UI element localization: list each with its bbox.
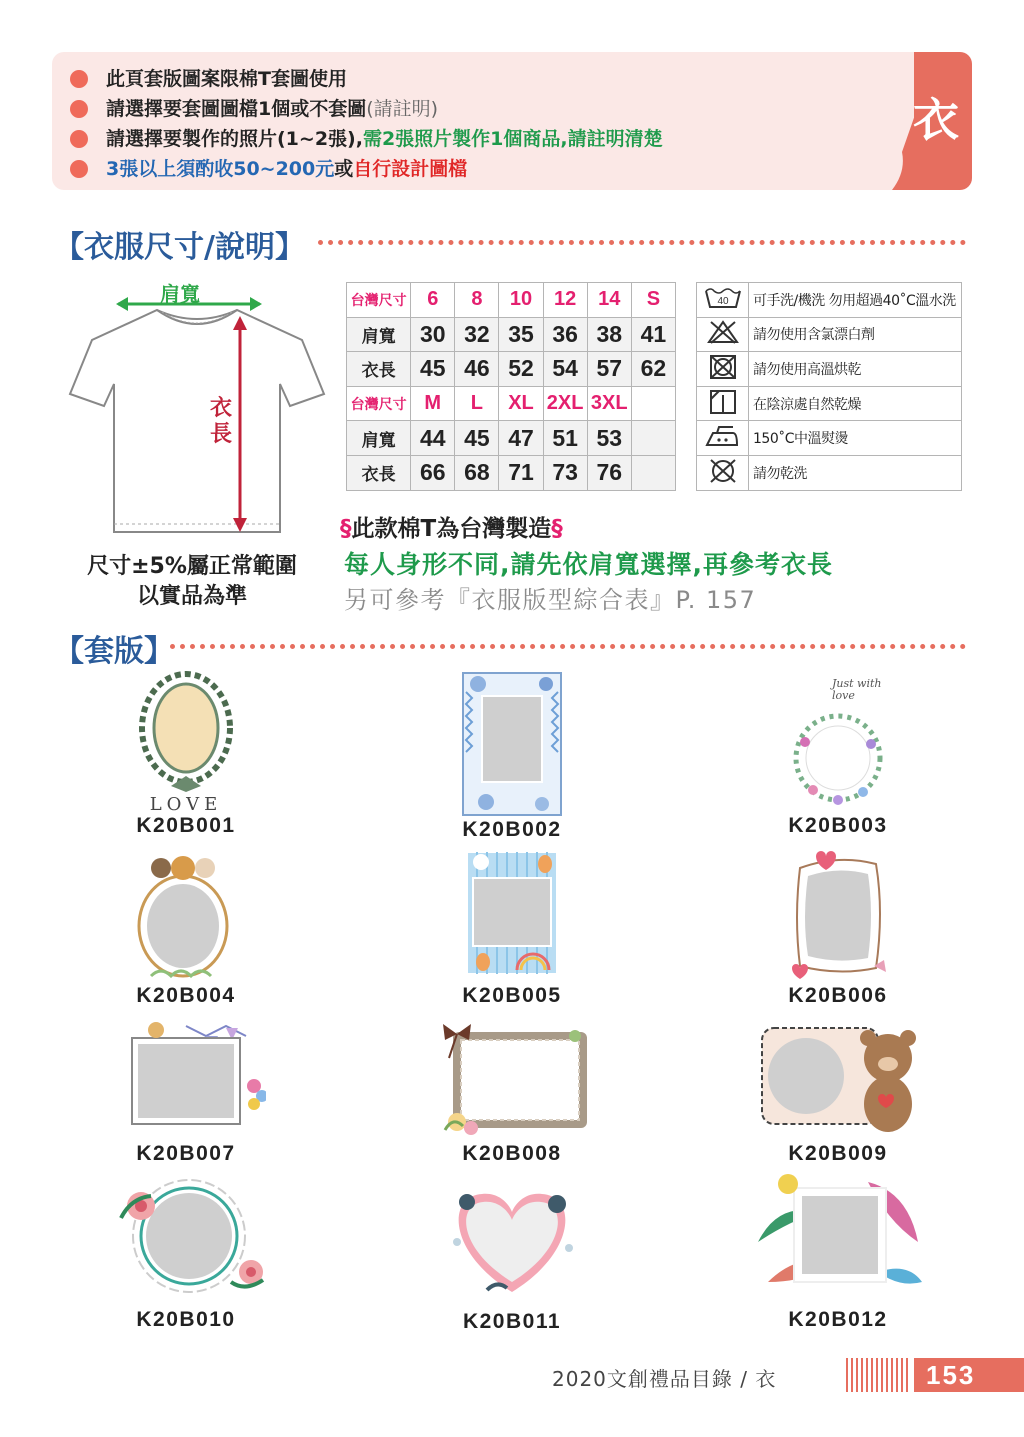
care-instructions-table bbox=[696, 282, 962, 491]
bullet-icon bbox=[70, 130, 88, 148]
size-row bbox=[347, 455, 676, 490]
size-row-label: 衣長 bbox=[347, 455, 411, 490]
template-code: K20B003 bbox=[788, 814, 888, 837]
size-row bbox=[347, 352, 676, 387]
size-cell: 12 bbox=[543, 283, 587, 318]
template-code: K20B012 bbox=[788, 1308, 888, 1331]
bullet-icon bbox=[70, 160, 88, 178]
template-code: K20B011 bbox=[462, 1310, 562, 1333]
template-k20b004[interactable] bbox=[86, 848, 286, 1018]
template-code: K20B006 bbox=[788, 984, 888, 1007]
size-cell: 32 bbox=[455, 317, 499, 352]
notice-text: 請選擇要套圖圖檔1個或不套圖 bbox=[106, 98, 367, 120]
notice-item bbox=[70, 64, 663, 94]
line-dry-shade-icon bbox=[697, 386, 749, 421]
category-label: 衣 bbox=[913, 93, 959, 147]
ribbon-stitched-frame-icon bbox=[427, 1018, 597, 1136]
care-row bbox=[697, 317, 962, 352]
party-bunting-frame-icon bbox=[106, 1018, 266, 1136]
size-cell: XL bbox=[499, 386, 543, 421]
section-mark: § bbox=[340, 516, 352, 542]
template-code: K20B004 bbox=[136, 984, 236, 1007]
tropical-leaf-square-frame-icon bbox=[748, 1172, 928, 1294]
template-code: K20B007 bbox=[136, 1142, 236, 1165]
notice-text: 請選擇要製作的照片(1~2張), bbox=[106, 128, 363, 150]
floral-rectangle-frame-icon bbox=[462, 672, 562, 816]
fit-tip: 每人身形不同,請先依肩寬選擇,再參考衣長 bbox=[344, 550, 833, 579]
size-cell bbox=[631, 421, 675, 456]
footer-catalog-title: 2020文創禮品目錄 / 衣 bbox=[552, 1367, 777, 1391]
size-cell: 52 bbox=[499, 352, 543, 387]
template-k20b001[interactable] bbox=[86, 668, 286, 838]
size-cell: 54 bbox=[543, 352, 587, 387]
care-row bbox=[697, 421, 962, 456]
bullet-icon bbox=[70, 100, 88, 118]
size-cell: 45 bbox=[455, 421, 499, 456]
size-row bbox=[347, 386, 676, 421]
size-cell: 73 bbox=[543, 455, 587, 490]
size-cell: 45 bbox=[411, 352, 455, 387]
care-row bbox=[697, 283, 962, 318]
template-k20b007[interactable] bbox=[86, 1018, 286, 1188]
size-cell: 68 bbox=[455, 455, 499, 490]
size-cell: 46 bbox=[455, 352, 499, 387]
size-cell: 14 bbox=[587, 283, 631, 318]
notice-text: 此頁套版圖案限棉T套圖使用 bbox=[106, 68, 347, 90]
size-row bbox=[347, 317, 676, 352]
size-cell: 30 bbox=[411, 317, 455, 352]
size-row bbox=[347, 283, 676, 318]
notice-item bbox=[70, 154, 663, 184]
size-cell: 8 bbox=[455, 283, 499, 318]
template-code: K20B009 bbox=[788, 1142, 888, 1165]
size-cell: 2XL bbox=[543, 386, 587, 421]
size-cell: 53 bbox=[587, 421, 631, 456]
size-cell bbox=[631, 386, 675, 421]
size-row-label: 台灣尺寸 bbox=[347, 386, 411, 421]
template-code: K20B005 bbox=[462, 984, 562, 1007]
care-text: 請勿使用高溫烘乾 bbox=[749, 352, 962, 387]
size-cell: 44 bbox=[411, 421, 455, 456]
striped-balloon-frame-icon bbox=[467, 852, 557, 974]
svg-text:40: 40 bbox=[716, 295, 729, 307]
bullet-icon bbox=[70, 70, 88, 88]
size-cell: 36 bbox=[543, 317, 587, 352]
template-code: K20B002 bbox=[462, 818, 562, 841]
notice-text: 或 bbox=[334, 158, 354, 180]
made-in-text: 此款棉T為台灣製造 bbox=[351, 516, 552, 542]
just-with-love-art-text: Just with love bbox=[832, 677, 882, 702]
template-k20b003[interactable] bbox=[738, 672, 938, 842]
template-k20b006[interactable] bbox=[738, 848, 938, 1018]
template-k20b011[interactable] bbox=[412, 1182, 612, 1352]
care-row bbox=[697, 455, 962, 490]
notice-item bbox=[70, 94, 663, 124]
care-row bbox=[697, 386, 962, 421]
section-title-templates: 【套版】 bbox=[54, 634, 174, 669]
size-cell: 62 bbox=[631, 352, 675, 387]
size-tolerance-note bbox=[62, 552, 322, 612]
notice-list bbox=[70, 64, 663, 184]
size-cell: 71 bbox=[499, 455, 543, 490]
notice-box bbox=[52, 52, 972, 190]
care-text: 請勿使用含氯漂白劑 bbox=[749, 317, 962, 352]
template-k20b008[interactable] bbox=[412, 1018, 612, 1188]
size-row-label: 肩寬 bbox=[347, 317, 411, 352]
size-row-label: 衣長 bbox=[347, 352, 411, 387]
heart-doodle-frame-icon bbox=[788, 848, 888, 980]
reference-note: 另可參考『衣服版型綜合表』P. 157 bbox=[344, 586, 757, 614]
care-text: 在陰涼處自然乾燥 bbox=[749, 386, 962, 421]
section-mark: § bbox=[551, 516, 563, 542]
iron-medium-icon bbox=[697, 421, 749, 456]
made-in-taiwan-note bbox=[340, 510, 563, 543]
notice-highlight: 自行設計圖檔 bbox=[353, 158, 468, 180]
size-cell: 10 bbox=[499, 283, 543, 318]
size-row bbox=[347, 421, 676, 456]
size-cell: 41 bbox=[631, 317, 675, 352]
size-table bbox=[346, 282, 676, 491]
template-k20b005[interactable] bbox=[412, 852, 612, 1022]
size-cell: 38 bbox=[587, 317, 631, 352]
template-k20b009[interactable] bbox=[738, 1018, 938, 1188]
size-cell: 47 bbox=[499, 421, 543, 456]
size-cell: L bbox=[455, 386, 499, 421]
size-cell: 35 bbox=[499, 317, 543, 352]
notice-note: (請註明) bbox=[366, 98, 439, 120]
dotted-divider bbox=[318, 240, 966, 246]
scalloped-floral-circle-frame-icon bbox=[101, 1178, 271, 1296]
heart-leaf-frame-icon bbox=[427, 1182, 597, 1296]
oval-wreath-frame-icon bbox=[131, 668, 241, 810]
love-art-text: LOVE bbox=[149, 794, 223, 815]
size-cell: 57 bbox=[587, 352, 631, 387]
page-number: 153 bbox=[914, 1358, 1024, 1392]
tolerance-line: 以實品為準 bbox=[136, 584, 247, 609]
template-k20b010[interactable] bbox=[86, 1178, 286, 1348]
notice-highlight: 需2張照片製作1個商品,請註明清楚 bbox=[362, 128, 663, 150]
care-row bbox=[697, 352, 962, 387]
length-label: 衣長 bbox=[210, 396, 233, 447]
size-cell: M bbox=[411, 386, 455, 421]
size-cell: 66 bbox=[411, 455, 455, 490]
no-bleach-icon bbox=[697, 317, 749, 352]
size-cell bbox=[631, 455, 675, 490]
template-code: K20B008 bbox=[462, 1142, 562, 1165]
dotted-divider bbox=[170, 644, 966, 650]
template-k20b002[interactable] bbox=[412, 672, 612, 842]
no-tumble-dry-icon bbox=[697, 352, 749, 387]
section-title-size: 【衣服尺寸/說明】 bbox=[54, 230, 305, 265]
footer-decoration bbox=[846, 1358, 910, 1392]
bear-holding-sign-frame-icon bbox=[748, 1018, 928, 1136]
size-cell: 76 bbox=[587, 455, 631, 490]
shoulder-width-label: 肩寬 bbox=[160, 282, 200, 306]
size-row-label: 台灣尺寸 bbox=[347, 283, 411, 318]
care-text: 可手洗/機洗 勿用超過40˚C溫水洗 bbox=[749, 283, 962, 318]
wash-40-icon bbox=[697, 283, 749, 318]
tolerance-line: 尺寸±5%屬正常範圍 bbox=[87, 554, 297, 579]
size-row-label: 肩寬 bbox=[347, 421, 411, 456]
notice-item bbox=[70, 124, 663, 154]
tshirt-diagram bbox=[62, 276, 332, 546]
size-cell: 6 bbox=[411, 283, 455, 318]
care-text: 請勿乾洗 bbox=[749, 455, 962, 490]
animal-oval-frame-icon bbox=[131, 848, 241, 982]
size-cell: 51 bbox=[543, 421, 587, 456]
template-k20b012[interactable] bbox=[738, 1172, 938, 1342]
notice-fee: 3張以上須酌收50~200元 bbox=[106, 158, 335, 180]
size-cell: S bbox=[631, 283, 675, 318]
care-text: 150˚C中溫熨燙 bbox=[749, 421, 962, 456]
template-code: K20B001 bbox=[136, 814, 236, 837]
template-code: K20B010 bbox=[136, 1308, 236, 1331]
size-cell: 3XL bbox=[587, 386, 631, 421]
no-dry-clean-icon bbox=[697, 455, 749, 490]
